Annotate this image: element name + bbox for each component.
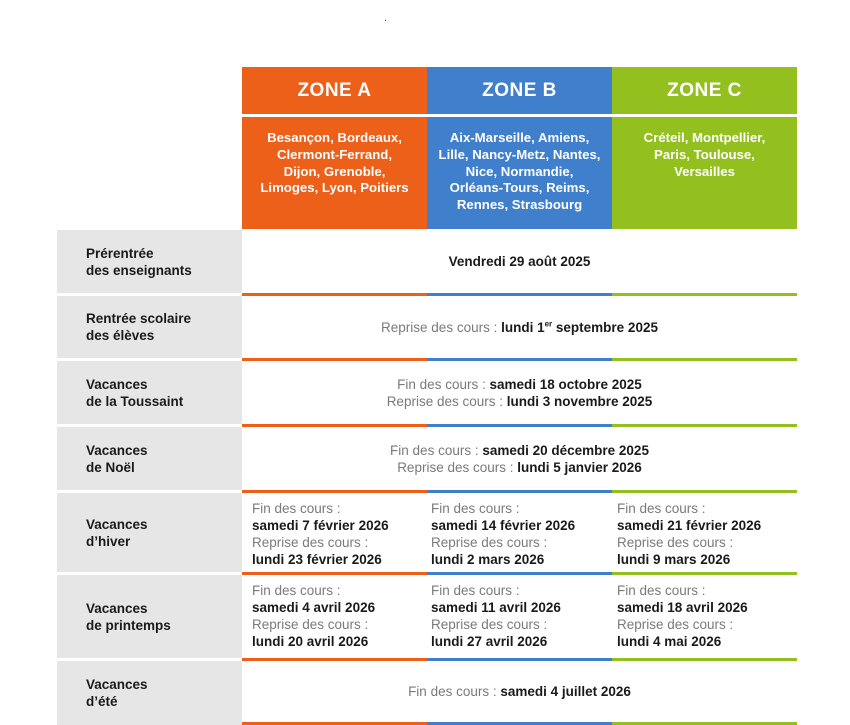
resume-label: Reprise des cours : [617, 617, 734, 632]
end-prefix: Fin des cours : [390, 442, 483, 458]
city-line: Dijon, Grenoble, [283, 163, 386, 179]
row-label-noel [57, 427, 242, 490]
row-label-line: Vacances [86, 677, 148, 692]
resume-label: Reprise des cours : [617, 535, 734, 550]
city-line: Clermont-Ferrand, [276, 146, 393, 162]
row-label-hiver [57, 493, 242, 572]
printemps-zone-a-cell [252, 578, 375, 658]
resume-prefix: Reprise des cours : [386, 393, 507, 409]
city-line: Besançon, Bordeaux, [267, 130, 402, 145]
city-line: Limoges, Lyon, Poitiers [260, 180, 409, 196]
ete-end-line [408, 683, 631, 700]
rentree-date [501, 320, 658, 335]
end-date: samedi 18 avril 2026 [617, 600, 748, 615]
toussaint-resume-line [387, 393, 653, 410]
city-line: Orléans-Tours, Reims, [449, 180, 590, 196]
row-label-line: des enseignants [86, 262, 192, 278]
row-hiver [242, 493, 797, 575]
row-label-line: des élèves [86, 328, 155, 343]
end-label: Fin des cours : [252, 583, 341, 598]
row-label-line: Vacances [86, 516, 148, 532]
zone-c-header: ZONE C [612, 67, 797, 114]
resume-label: Reprise des cours : [252, 617, 369, 632]
end-date: samedi 21 février 2026 [617, 518, 762, 533]
city-line: Paris, Toulouse, [654, 146, 755, 162]
end-date: samedi 20 décembre 2025 [482, 442, 649, 458]
zone-c-cities [612, 117, 797, 229]
prerentree-date: Vendredi 29 août 2025 [448, 254, 591, 269]
row-label-printemps [57, 575, 242, 658]
end-date: samedi 4 avril 2026 [252, 600, 376, 615]
end-date: samedi 7 février 2026 [252, 518, 389, 533]
row-rentree [242, 296, 797, 361]
row-label-line: d’été [86, 694, 118, 709]
row-label-toussaint [57, 361, 242, 424]
end-label: Fin des cours : [252, 501, 341, 516]
row-toussaint [242, 361, 797, 427]
city-line: Rennes, Strasbourg [456, 197, 583, 213]
resume-date: lundi 4 mai 2026 [617, 634, 722, 649]
zone-b-header: ZONE B [427, 67, 612, 114]
end-date: samedi 11 avril 2026 [431, 600, 561, 615]
row-ete [242, 661, 797, 725]
zone-stripe [242, 572, 797, 575]
noel-resume-line [397, 459, 642, 476]
toussaint-end-line [397, 376, 642, 393]
row-label-line: Prérentrée [86, 245, 154, 261]
resume-date: lundi 3 novembre 2025 [506, 393, 653, 409]
resume-label: Reprise des cours : [431, 617, 548, 632]
row-label-line: de Noël [86, 459, 135, 475]
end-prefix: Fin des cours : [408, 683, 501, 699]
resume-label: Reprise des cours : [252, 535, 369, 550]
city-line: Lille, Nancy-Metz, Nantes, [438, 146, 601, 162]
city-line: Créteil, Montpellier, [643, 130, 766, 145]
row-label-line: d’hiver [86, 533, 131, 549]
hiver-zone-a-cell [252, 493, 389, 572]
end-label: Fin des cours : [617, 583, 706, 598]
resume-date: lundi 27 avril 2026 [431, 634, 548, 649]
printemps-zone-c-cell [617, 578, 748, 658]
resume-date: lundi 5 janvier 2026 [517, 459, 642, 475]
row-label-line: Vacances [86, 442, 148, 458]
resume-prefix: Reprise des cours : [397, 459, 518, 475]
city-line: Versailles [674, 163, 735, 179]
end-prefix: Fin des cours : [397, 376, 490, 392]
hiver-zone-b-cell [431, 493, 575, 572]
resume-date: lundi 9 mars 2026 [617, 552, 731, 567]
end-label: Fin des cours : [617, 501, 706, 516]
row-noel [242, 427, 797, 493]
resume-date: lundi 23 février 2026 [252, 552, 382, 567]
resume-label: Reprise des cours : [431, 535, 548, 550]
row-label-ete [57, 661, 242, 725]
rentree-date-b: septembre 2025 [552, 319, 658, 335]
row-label-line: de la Toussaint [86, 393, 184, 409]
end-date: samedi 14 février 2026 [431, 518, 576, 533]
row-label-rentree [57, 296, 242, 358]
hiver-zone-c-cell [617, 493, 761, 572]
zone-a-cities [242, 117, 427, 229]
city-line: Nice, Normandie, [465, 163, 574, 179]
noel-end-line [390, 442, 649, 459]
row-label-prerentree [57, 230, 242, 293]
row-label-line: Vacances [86, 600, 148, 616]
zone-b-cities [427, 117, 612, 229]
rentree-date-sup: er [544, 319, 553, 328]
row-prerentree [242, 230, 797, 296]
row-printemps [242, 578, 797, 661]
end-date: samedi 18 octobre 2025 [489, 376, 642, 392]
end-date: samedi 4 juillet 2026 [500, 683, 631, 699]
resume-date: lundi 20 avril 2026 [252, 634, 369, 649]
row-label-line: de printemps [86, 617, 171, 633]
header-dot: . [384, 12, 388, 24]
city-line: Aix-Marseille, Amiens, [449, 130, 590, 145]
end-label: Fin des cours : [431, 501, 520, 516]
rentree-date-a: lundi 1 [501, 319, 545, 335]
printemps-zone-b-cell [431, 578, 561, 658]
end-label: Fin des cours : [431, 583, 520, 598]
resume-date: lundi 2 mars 2026 [431, 552, 545, 567]
row-label-line: Vacances [86, 376, 148, 392]
row-label-line: Rentrée scolaire [86, 311, 192, 326]
rentree-prefix: Reprise des cours : [381, 319, 502, 335]
rentree-line [381, 319, 658, 336]
zone-a-header: ZONE A [242, 67, 427, 114]
